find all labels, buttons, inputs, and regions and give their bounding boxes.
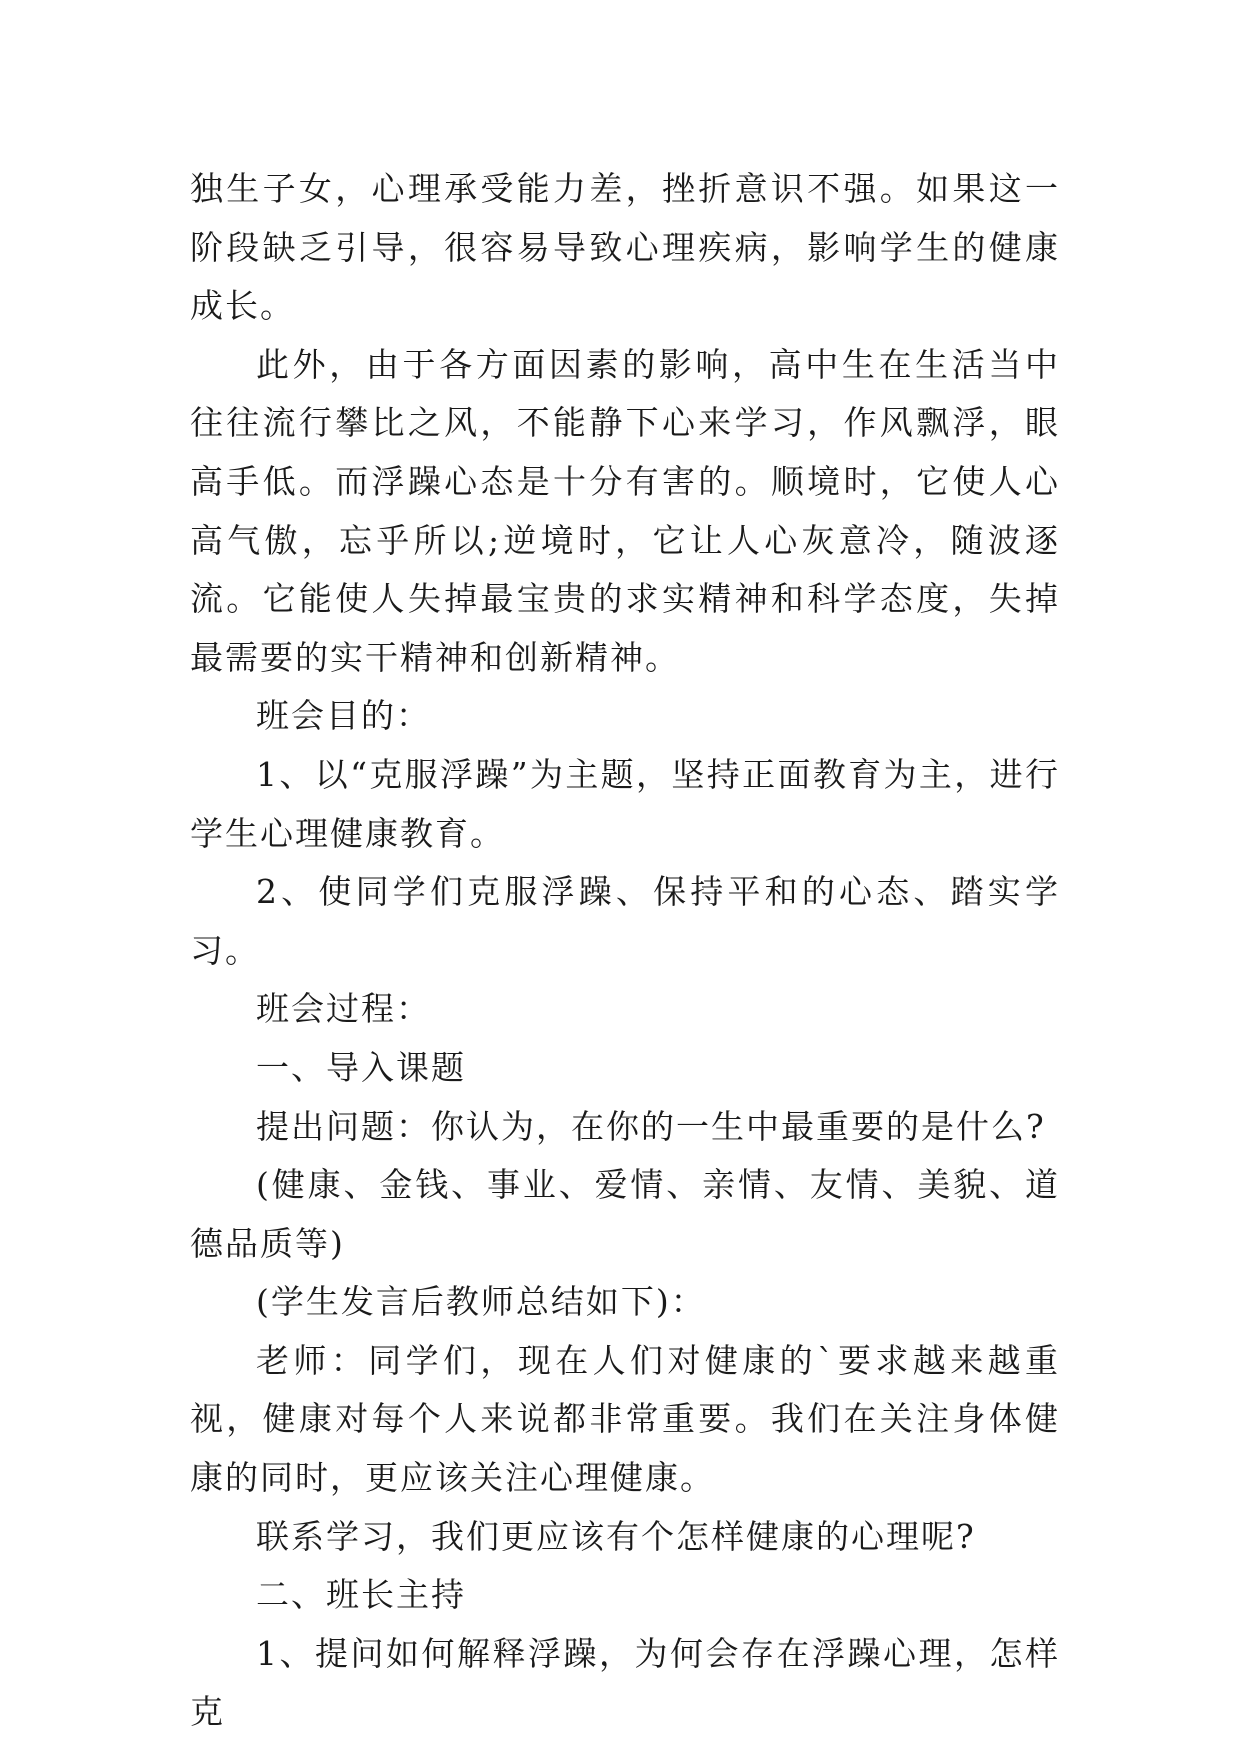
paragraph: 提出问题：你认为，在你的一生中最重要的是什么? (256, 1106, 1046, 1146)
paragraph: 联系学习，我们更应该有个怎样健康的心理呢? (256, 1516, 976, 1556)
paragraph: 此外，由于各方面因素的影响，高中生在生活当中往往流行攀比之风，不能静下心来学习，作风飘浮，眼高手低。而浮躁心态是十分有害的。顺境时，它使人心高气傲，忘乎所以;逆境时，它让人心灰意冷，随波逐流。它能使人失掉最宝贵的求实精神和科学态度，失掉最需要的实干精神和创新精神。 (190, 344, 1060, 677)
paragraph: (健康、金钱、事业、爱情、亲情、友情、美貌、道德品质等) (190, 1165, 1060, 1263)
paragraph: 老师：同学们，现在人们对健康的`要求越来越重视，健康对每个人来说都非常重要。我们在关注身体健康的同时，更应该关注心理健康。 (190, 1340, 1060, 1498)
paragraph: 独生子女，心理承受能力差，挫折意识不强。如果这一阶段缺乏引导，很容易导致心理疾病，影响学生的健康成长。 (190, 169, 1060, 326)
list-item: 1、提问如何解释浮躁，为何会存在浮躁心理，怎样克 (190, 1633, 1060, 1732)
section-heading: 二、班长主持 (256, 1575, 466, 1615)
list-item: 2、使同学们克服浮躁、保持平和的心态、踏实学习。 (190, 872, 1060, 970)
section-heading: 班会过程： (256, 989, 431, 1029)
list-item: 1、以“克服浮躁”为主题，坚持正面教育为主，进行学生心理健康教育。 (190, 754, 1060, 853)
section-heading: 班会目的： (256, 696, 431, 736)
paragraph: (学生发言后教师总结如下)： (256, 1282, 706, 1322)
section-heading: 一、导入课题 (256, 1047, 466, 1087)
document-body (190, 160, 1060, 1742)
